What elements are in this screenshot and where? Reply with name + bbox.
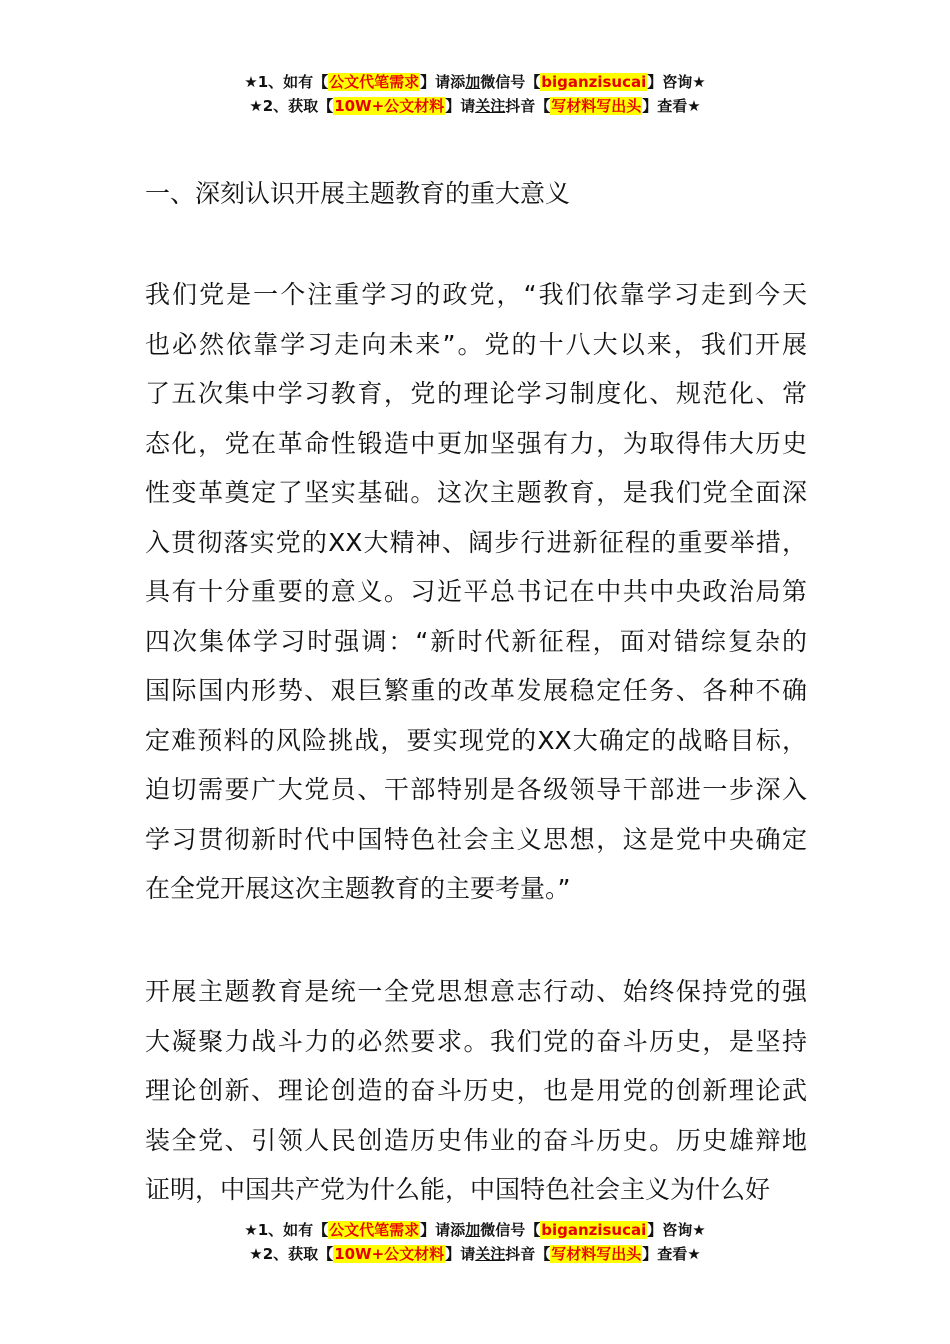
paragraph-1 (145, 270, 807, 914)
text-line: 四次集体学习时强调：“新时代新征程，面对错综复杂的 (145, 626, 807, 656)
paragraph-2 (145, 967, 807, 1215)
highlight-wechat-id: biganzisucai (541, 73, 647, 91)
top-promo-banner (0, 70, 950, 118)
promo-line-1: ★1、如有【公文代笔需求】请添加微信号【biganzisucai】咨询★ (244, 1221, 706, 1239)
text-line: 入贯彻落实党的XX大精神、阔步行进新征程的重要举措， (145, 527, 807, 557)
text-line: 理论创新、理论创造的奋斗历史，也是用党的创新理论武 (145, 1076, 807, 1105)
text-line: 装全党、引领人民创造历史伟业的奋斗历史。历史雄辩地 (145, 1125, 807, 1155)
highlight-materials: 10W+公文材料 (334, 1245, 445, 1263)
text-line: 在全党开展这次主题教育的主要考量。” (145, 874, 571, 903)
text-line: 迫切需要广大党员、干部特别是各级领导干部进一步深入 (145, 775, 807, 804)
text-line: 大凝聚力战斗力的必然要求。我们党的奋斗历史，是坚持 (145, 1026, 807, 1056)
text-line: 国际国内形势、艰巨繁重的改革发展稳定任务、各种不确 (145, 676, 807, 705)
promo-line-2: ★2、获取【10W+公文材料】请关注抖音【写材料写出头】查看★ (249, 1245, 701, 1263)
text-line: 开展主题教育是统一全党思想意志行动、始终保持党的强 (145, 977, 807, 1006)
highlight-douyin: 写材料写出头 (551, 97, 642, 115)
section-heading: 一、深刻认识开展主题教育的重大意义 (145, 179, 571, 208)
text-line: 学习贯彻新时代中国特色社会主义思想，这是党中央确定 (145, 824, 807, 854)
text-line: 性变革奠定了坚实基础。这次主题教育，是我们党全面深 (145, 478, 807, 507)
highlight-service: 公文代笔需求 (329, 73, 420, 91)
highlight-service: 公文代笔需求 (329, 1221, 420, 1239)
highlight-wechat-id: biganzisucai (541, 1221, 647, 1239)
bottom-promo-banner (0, 1218, 950, 1266)
text-line: 证明，中国共产党为什么能，中国特色社会主义为什么好 (145, 1175, 771, 1204)
text-line: 了五次集中学习教育，党的理论学习制度化、规范化、常 (145, 379, 807, 408)
text-line: 也必然依靠学习走向未来”。党的十八大以来，我们开展 (145, 329, 807, 359)
text-line: 我们党是一个注重学习的政党，“我们依靠学习走到今天 (145, 280, 807, 309)
promo-line-1: ★1、如有【公文代笔需求】请添加微信号【biganzisucai】咨询★ (244, 73, 706, 91)
promo-line-2: ★2、获取【10W+公文材料】请关注抖音【写材料写出头】查看★ (249, 97, 701, 115)
highlight-materials: 10W+公文材料 (334, 97, 445, 115)
text-line: 定难预料的风险挑战，要实现党的XX大确定的战略目标， (145, 725, 807, 755)
highlight-douyin: 写材料写出头 (551, 1245, 642, 1263)
text-line: 态化，党在革命性锻造中更加坚强有力，为取得伟大历史 (145, 428, 807, 458)
text-line: 具有十分重要的意义。习近平总书记在中共中央政治局第 (145, 577, 807, 606)
